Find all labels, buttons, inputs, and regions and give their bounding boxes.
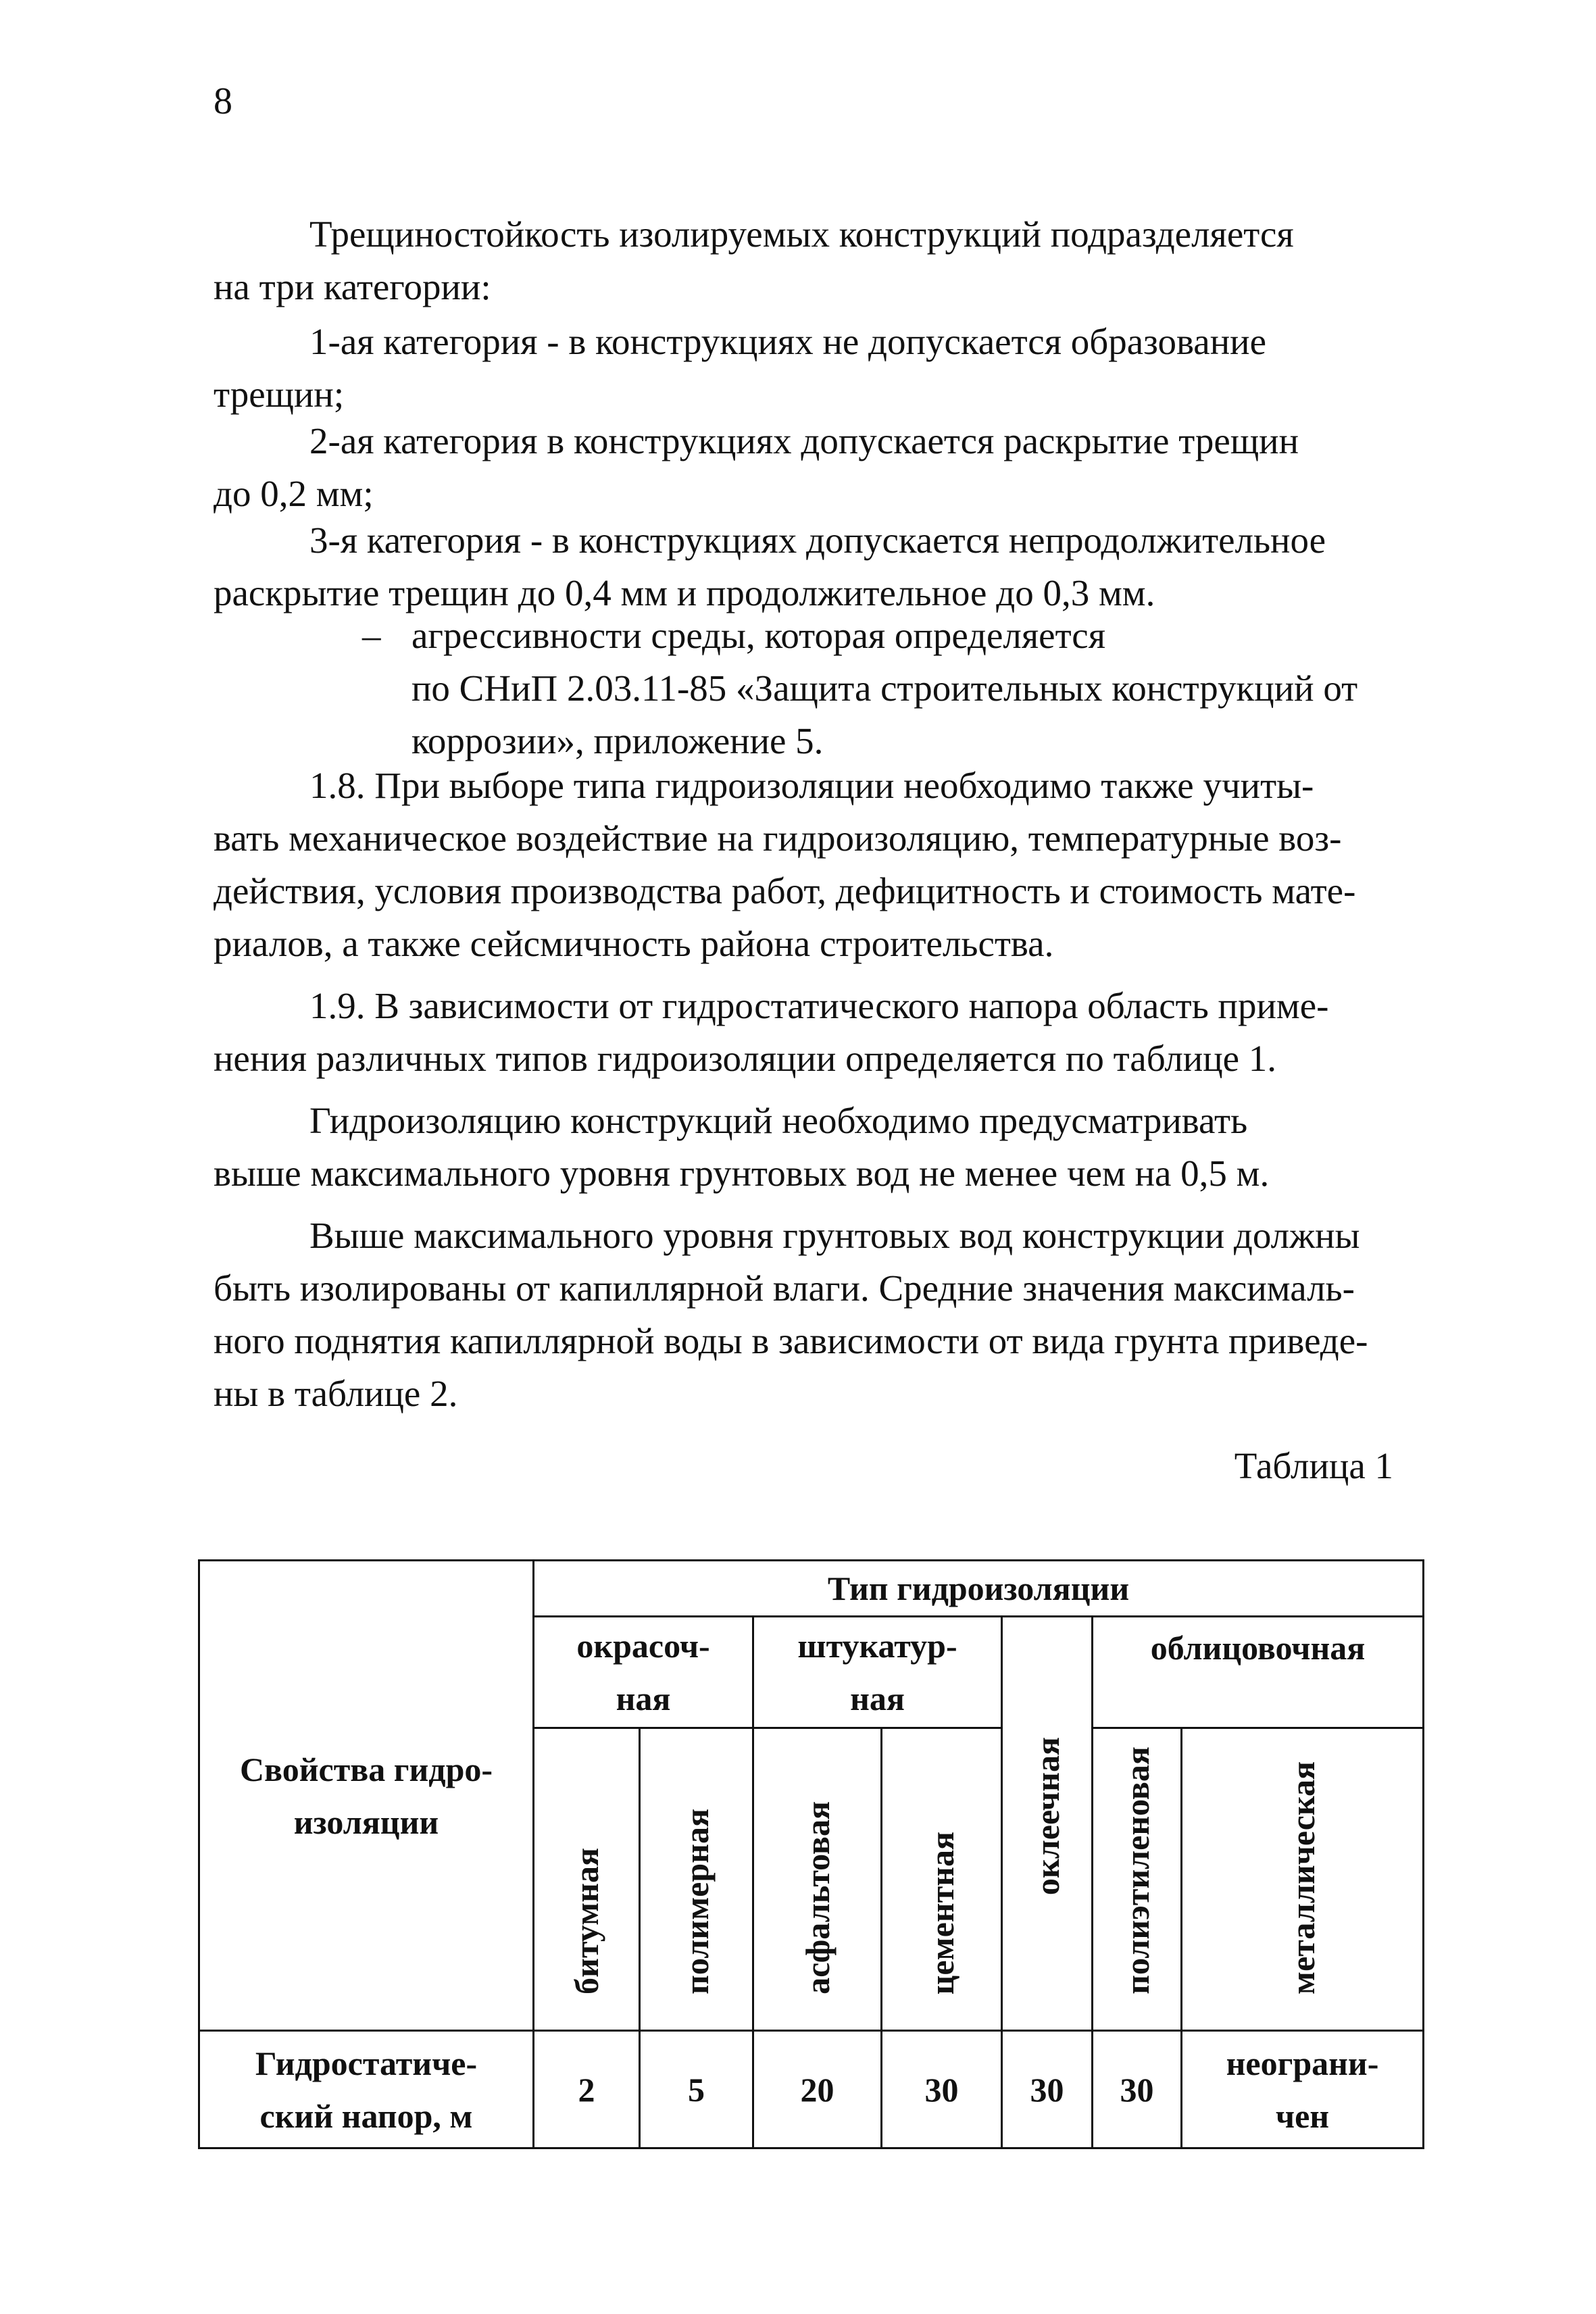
paragraph-line: Выше максимального уровня грунтовых вод конструкции должны bbox=[309, 1215, 1360, 1256]
category-2-line: до 0,2 мм; bbox=[214, 473, 374, 514]
subtype-asphalt: асфальтовая bbox=[753, 1728, 882, 2031]
group-paint: окрасоч-ная bbox=[534, 1617, 753, 1728]
subtype-polyethylene: полиэтиленовая bbox=[1093, 1728, 1182, 2031]
value-bitumen: 2 bbox=[534, 2031, 640, 2148]
row-label: Гидростатиче-ский напор, м bbox=[199, 2031, 534, 2148]
category-1-line: трещин; bbox=[214, 374, 345, 415]
value-glued: 30 bbox=[1002, 2031, 1093, 2148]
paragraph-line: Гидроизоляцию конструкций необходимо предусматривать bbox=[309, 1100, 1248, 1141]
paragraph-line: на три категории: bbox=[214, 266, 491, 307]
value-cement: 30 bbox=[882, 2031, 1002, 2148]
property-header: Свойства гидро-изоляции bbox=[199, 1561, 534, 2031]
section-1-8-line: риалов, а также сейсмичность района строительства. bbox=[214, 923, 1054, 964]
group-plaster: штукатур-ная bbox=[753, 1617, 1002, 1728]
hydroisolation-table bbox=[198, 1559, 1424, 2149]
group-glued: оклеечная bbox=[1002, 1617, 1093, 2031]
value-polyethylene: 30 bbox=[1093, 2031, 1182, 2148]
paragraph-line: ного поднятия капиллярной воды в зависимости от вида грунта приведе- bbox=[214, 1320, 1368, 1361]
category-3-line: раскрытие трещин до 0,4 мм и продолжительное до 0,3 мм. bbox=[214, 572, 1155, 613]
paragraph-line: выше максимального уровня грунтовых вод не менее чем на 0,5 м. bbox=[214, 1153, 1270, 1194]
category-2-line: 2-ая категория в конструкциях допускается раскрытие трещин bbox=[309, 420, 1299, 461]
dash-marker: – bbox=[362, 615, 381, 656]
value-asphalt: 20 bbox=[753, 2031, 882, 2148]
subtype-bitumen: битумная bbox=[534, 1728, 640, 2031]
dash-list-item bbox=[362, 609, 1396, 768]
dash-item-line: по СНиП 2.03.11-85 «Защита строительных конструкций от bbox=[412, 668, 1358, 709]
value-metal: неограни-чен bbox=[1182, 2031, 1424, 2148]
section-1-8-line: вать механическое воздействие на гидроизоляцию, температурные воз- bbox=[214, 818, 1342, 859]
section-1-9-line: нения различных типов гидроизоляции определяется по таблице 1. bbox=[214, 1038, 1277, 1079]
group-facing: облицовочная bbox=[1093, 1617, 1424, 1728]
page-number: 8 bbox=[214, 80, 232, 122]
subtype-polymer: полимерная bbox=[640, 1728, 753, 2031]
dash-item-line: агрессивности среды, которая определяется bbox=[412, 615, 1106, 656]
paragraph-line: Трещиностойкость изолируемых конструкций подразделяется bbox=[309, 213, 1294, 255]
section-1-8-line: 1.8. При выборе типа гидроизоляции необходимо также учиты- bbox=[309, 765, 1314, 806]
table-caption: Таблица 1 bbox=[1234, 1445, 1393, 1486]
category-1-line: 1-ая категория - в конструкциях не допускается образование bbox=[309, 321, 1266, 362]
subtype-metal: металлическая bbox=[1182, 1728, 1424, 2031]
value-polymer: 5 bbox=[640, 2031, 753, 2148]
section-1-9-line: 1.9. В зависимости от гидростатического напора область приме- bbox=[309, 985, 1329, 1026]
paragraph-line: ны в таблице 2. bbox=[214, 1373, 458, 1414]
paragraph-line: быть изолированы от капиллярной влаги. Средние значения максималь- bbox=[214, 1267, 1355, 1309]
dash-item-line: коррозии», приложение 5. bbox=[412, 720, 824, 761]
category-3-line: 3-я категория - в конструкциях допускается непродолжительное bbox=[309, 520, 1326, 561]
type-header: Тип гидроизоляции bbox=[534, 1561, 1424, 1617]
subtype-cement: цементная bbox=[882, 1728, 1002, 2031]
section-1-8-line: действия, условия производства работ, дефицитность и стоимость мате- bbox=[214, 870, 1356, 911]
